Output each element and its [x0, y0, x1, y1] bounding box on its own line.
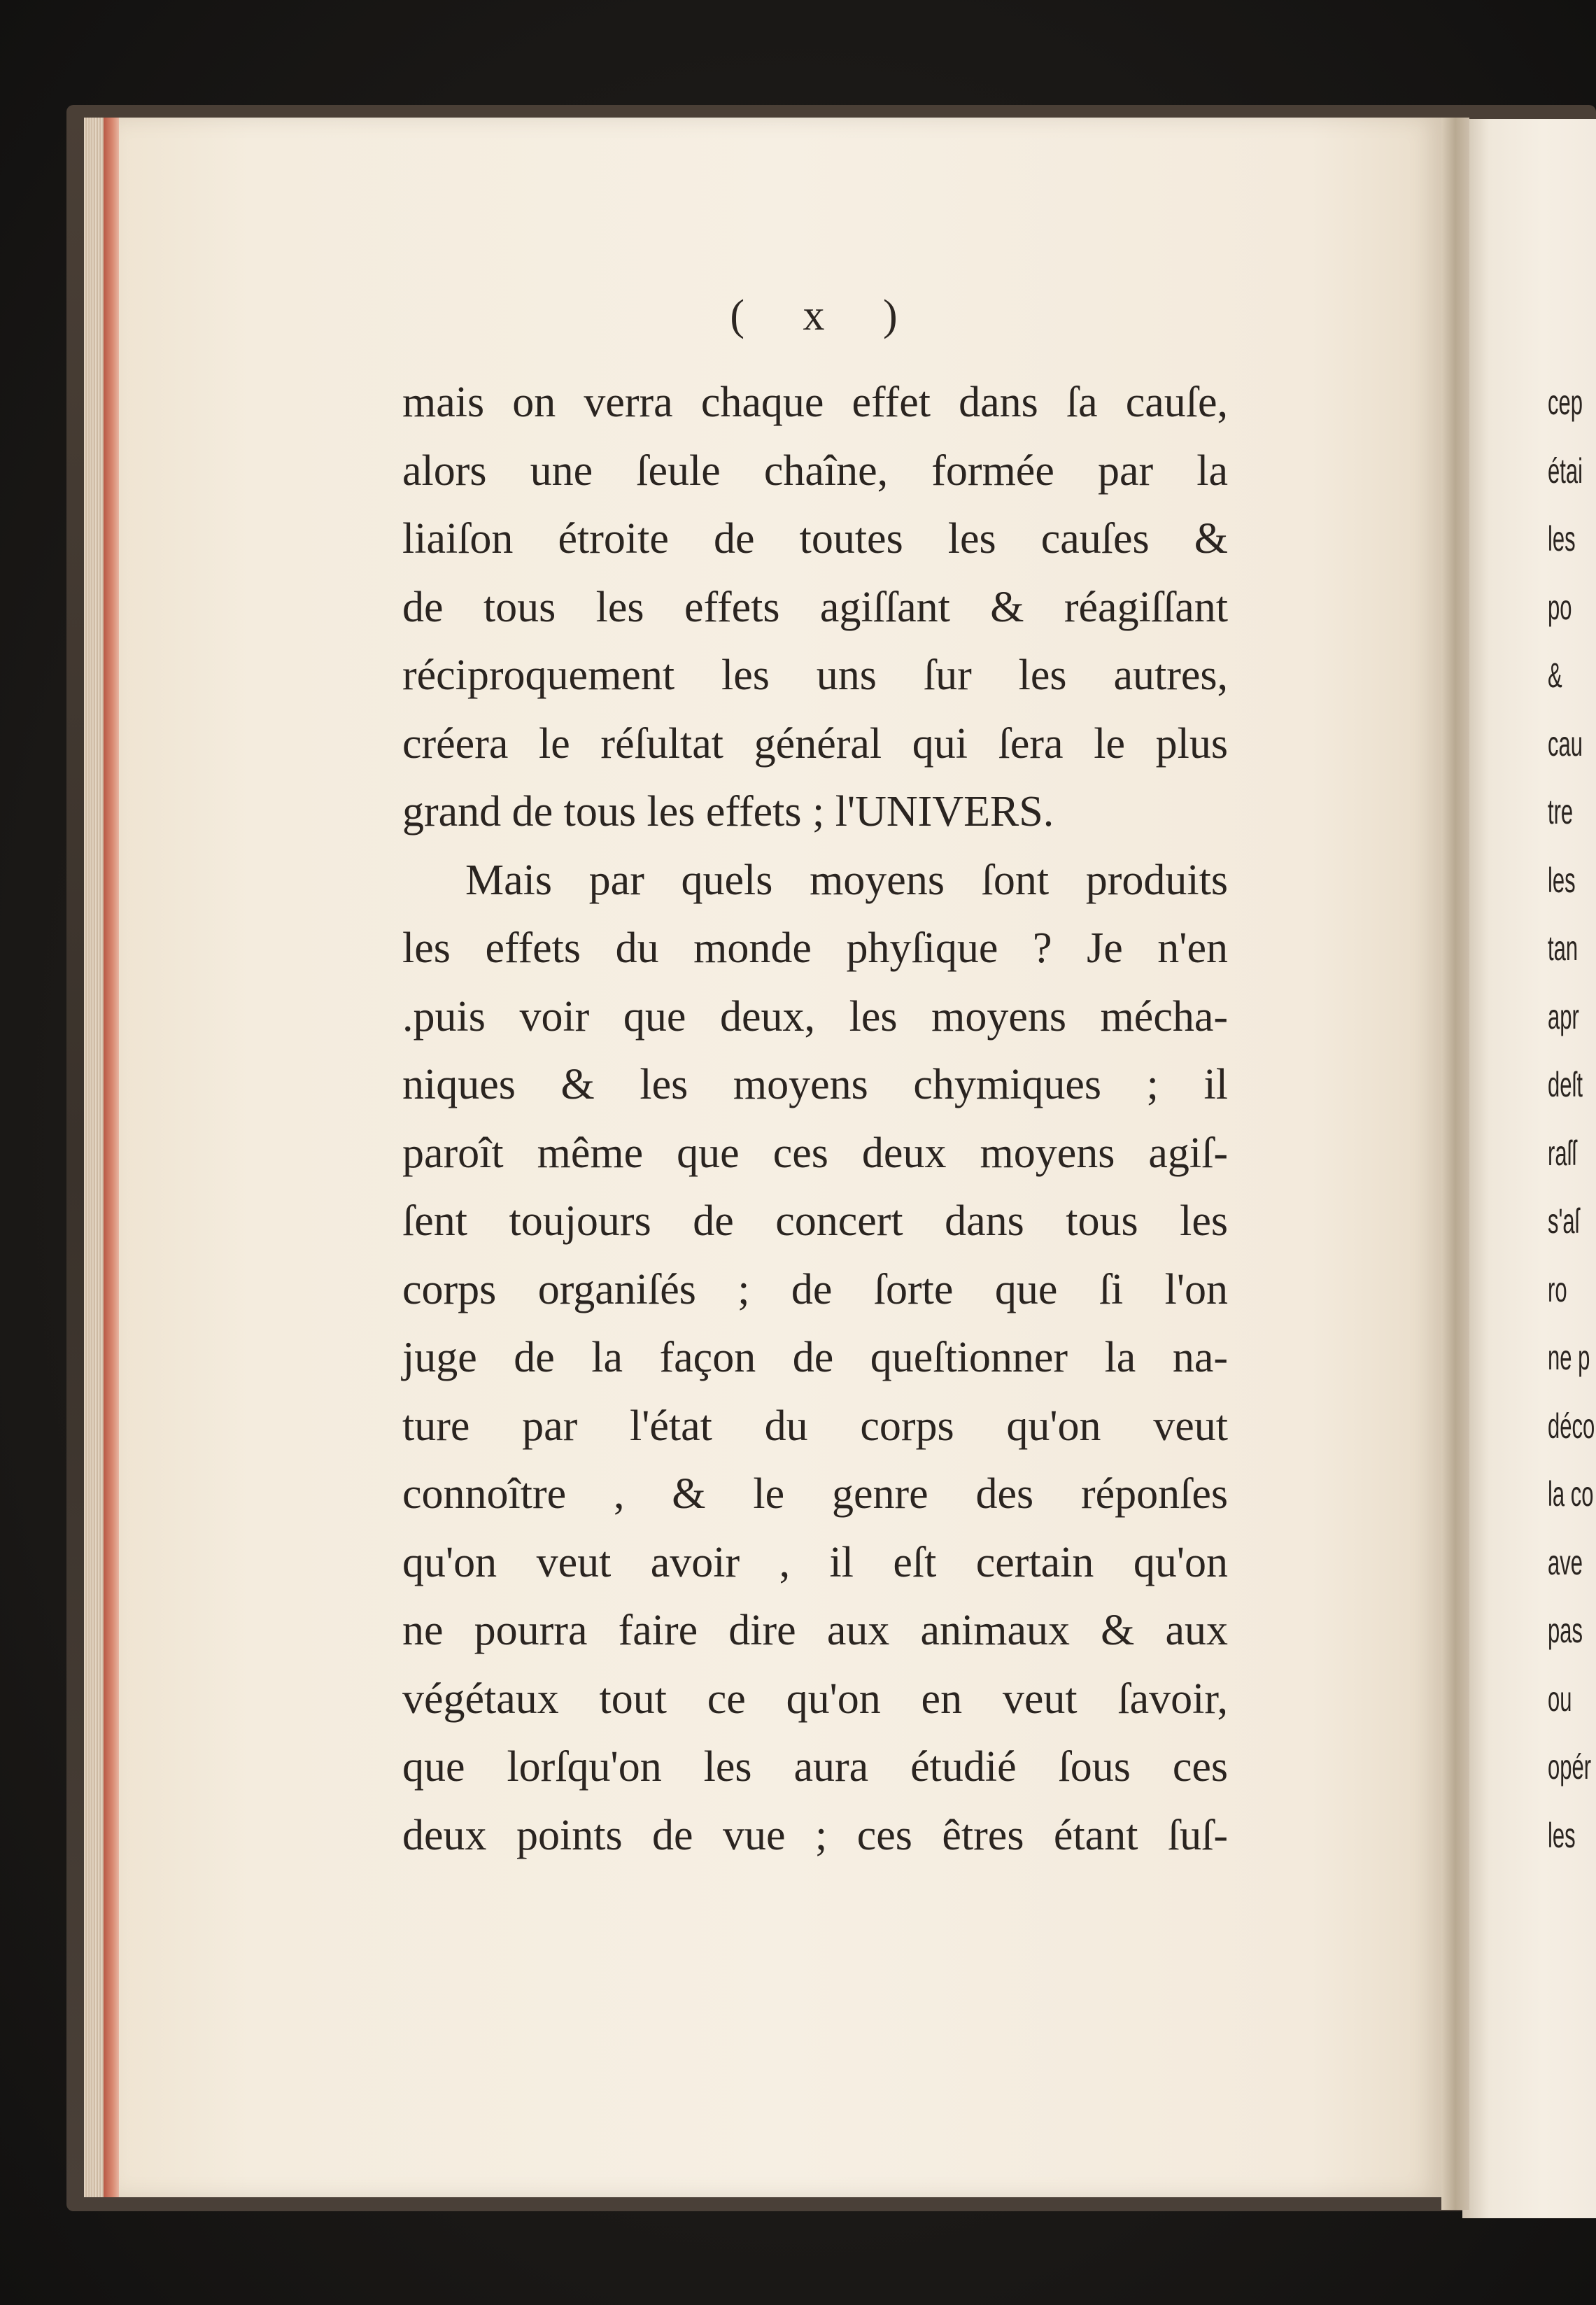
text-line: corps organiſés ; de ſorte que ſi l'on — [402, 1265, 1228, 1313]
text-line: de tous les effets agiſſant & réagiſſant — [402, 583, 1228, 631]
facing-fragment: la co — [1548, 1474, 1594, 1514]
facing-fragment: cau — [1548, 724, 1583, 763]
facing-fragment: ave — [1548, 1542, 1583, 1582]
text-line: juge de la façon de queſtionner la na- — [402, 1334, 1228, 1381]
facing-fragment: po — [1548, 587, 1572, 627]
facing-fragment: apr — [1548, 996, 1579, 1036]
text-line: grand de tous les effets ; l'UNIVERS. — [402, 788, 1054, 836]
facing-fragment: raſſ — [1548, 1133, 1577, 1173]
facing-fragment: pas — [1548, 1611, 1583, 1650]
text-line: les effets du monde phyſique ? Je n'en — [402, 924, 1228, 972]
book-gutter — [1441, 118, 1469, 2210]
facing-fragment: les — [1548, 1815, 1576, 1855]
facing-fragment: tan — [1548, 929, 1579, 968]
facing-fragment: deſt — [1548, 1065, 1583, 1104]
text-line: alors une ſeule chaîne, formée par la — [402, 446, 1228, 495]
facing-fragment: cep — [1548, 383, 1583, 422]
text-line: ne pourra faire dire aux animaux & aux — [402, 1607, 1228, 1654]
facing-fragment: s'aſ — [1548, 1201, 1580, 1241]
facing-fragment: tre — [1548, 792, 1574, 831]
red-page-edge — [104, 118, 119, 2197]
text-line: qu'on veut avoir , il eſt certain qu'on — [402, 1538, 1228, 1586]
text-line: paroît même que ces deux moyens agiſ- — [402, 1129, 1228, 1177]
facing-fragment: ou — [1548, 1679, 1572, 1719]
facing-fragment: les — [1548, 860, 1576, 900]
facing-fragment: étai — [1548, 451, 1583, 491]
text-line: mais on verra chaque effet dans ſa cauſe, — [402, 379, 1228, 426]
text-line: ture par l'état du corps qu'on veut — [402, 1402, 1228, 1450]
body-text — [402, 369, 1228, 1870]
text-line: deux points de vue ; ces êtres étant ſuſ- — [402, 1811, 1228, 1859]
page-number: ( x ) — [730, 292, 921, 339]
facing-fragment: opér — [1548, 1747, 1592, 1786]
text-line: connoître , & le genre des réponſes — [402, 1470, 1228, 1518]
facing-fragment: déco — [1548, 1406, 1595, 1446]
text-line: créera le réſultat général qui ſera le plus — [402, 719, 1228, 768]
text-line: .puis voir que deux, les moyens mécha- — [402, 992, 1228, 1041]
facing-fragment: ro — [1548, 1269, 1567, 1309]
text-line: ſent toujours de concert dans tous les — [402, 1197, 1228, 1245]
facing-fragment: ne p — [1548, 1338, 1590, 1377]
text-line: végétaux tout ce qu'on en veut ſavoir, — [402, 1675, 1228, 1723]
text-line: Mais par quels moyens ſont produits — [465, 856, 1228, 904]
facing-page-text — [1548, 369, 1596, 1870]
text-line: niques & les moyens chymiques ; il — [402, 1061, 1228, 1108]
facing-fragment: les — [1548, 519, 1576, 558]
facing-fragment: & — [1548, 656, 1562, 695]
text-line: liaiſon étroite de toutes les cauſes & — [402, 515, 1228, 563]
text-line: réciproquement les uns ſur les autres, — [402, 651, 1228, 699]
text-line: que lorſqu'on les aura étudié ſous ces — [402, 1743, 1228, 1791]
